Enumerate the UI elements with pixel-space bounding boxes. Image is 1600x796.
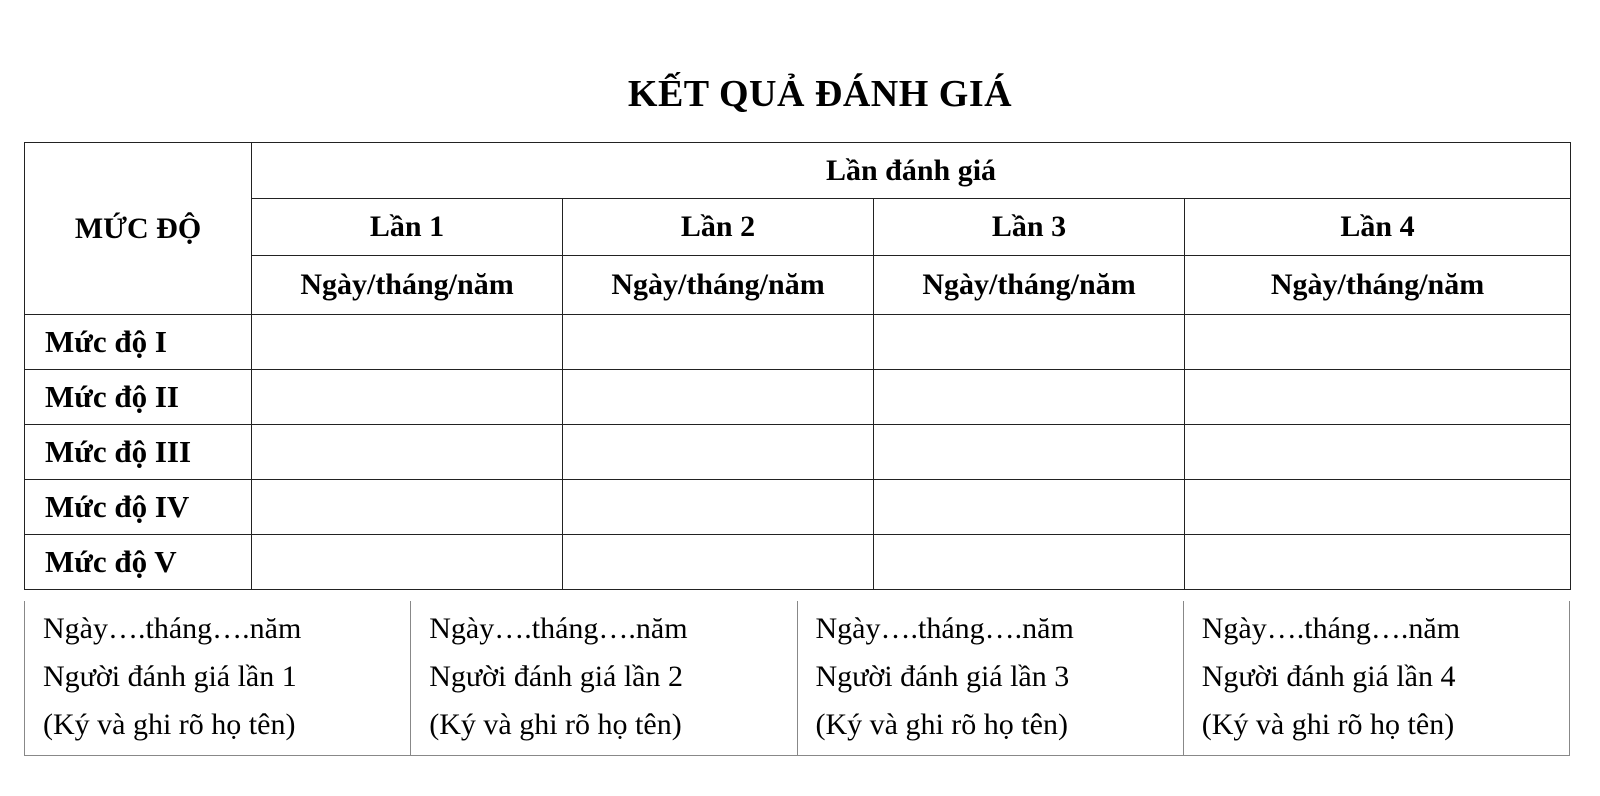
round-header: Lần 2 xyxy=(563,199,874,256)
result-cell[interactable] xyxy=(252,480,563,535)
result-cell[interactable] xyxy=(874,480,1185,535)
table-row xyxy=(25,480,1571,535)
signature-note: (Ký và ghi rõ họ tên) xyxy=(43,708,296,741)
result-cell[interactable] xyxy=(563,425,874,480)
result-cell[interactable] xyxy=(563,480,874,535)
evaluation-table xyxy=(24,142,1571,590)
result-cell[interactable] xyxy=(874,370,1185,425)
result-cell[interactable] xyxy=(1185,370,1571,425)
signature-block[interactable] xyxy=(411,601,797,756)
table-row xyxy=(25,535,1571,590)
result-cell[interactable] xyxy=(563,370,874,425)
level-column-header: MỨC ĐỘ xyxy=(25,143,252,315)
round-header: Lần 3 xyxy=(874,199,1185,256)
signature-block[interactable] xyxy=(797,601,1183,756)
signature-table xyxy=(24,601,1570,756)
round-header: Lần 1 xyxy=(252,199,563,256)
page-title: KẾT QUẢ ĐÁNH GIÁ xyxy=(627,73,1013,115)
signature-note: (Ký và ghi rõ họ tên) xyxy=(1201,708,1455,741)
signature-date: Ngày….tháng….năm xyxy=(1201,612,1461,645)
signature-note: (Ký và ghi rõ họ tên) xyxy=(815,708,1068,741)
result-cell[interactable] xyxy=(1185,425,1571,480)
signature-date: Ngày….tháng….năm xyxy=(815,612,1074,645)
signature-date: Ngày….tháng….năm xyxy=(43,612,302,645)
level-label: Mức độ IV xyxy=(25,480,252,535)
result-cell[interactable] xyxy=(252,370,563,425)
table-row xyxy=(25,370,1571,425)
result-cell[interactable] xyxy=(1185,315,1571,370)
level-label: Mức độ I xyxy=(25,315,252,370)
signature-note: (Ký và ghi rõ họ tên) xyxy=(429,708,682,741)
round-header: Lần 4 xyxy=(1185,199,1571,256)
signature-evaluator: Người đánh giá lần 1 xyxy=(43,660,297,693)
result-cell[interactable] xyxy=(874,315,1185,370)
level-label: Mức độ V xyxy=(25,535,252,590)
signature-date: Ngày….tháng….năm xyxy=(429,612,688,645)
round-date-header: Ngày/tháng/năm xyxy=(252,256,563,315)
result-cell[interactable] xyxy=(252,425,563,480)
table-row xyxy=(25,425,1571,480)
result-cell[interactable] xyxy=(252,535,563,590)
signature-block[interactable] xyxy=(25,601,411,756)
result-cell[interactable] xyxy=(1185,480,1571,535)
table-row xyxy=(25,315,1571,370)
round-date-header: Ngày/tháng/năm xyxy=(874,256,1185,315)
result-cell[interactable] xyxy=(563,535,874,590)
rounds-group-header: Lần đánh giá xyxy=(252,143,1571,199)
signature-evaluator: Người đánh giá lần 4 xyxy=(1201,660,1456,693)
signature-evaluator: Người đánh giá lần 3 xyxy=(815,660,1070,693)
result-cell[interactable] xyxy=(874,535,1185,590)
result-cell[interactable] xyxy=(252,315,563,370)
level-label: Mức độ III xyxy=(25,425,252,480)
signature-block[interactable] xyxy=(1183,601,1569,756)
signature-evaluator: Người đánh giá lần 2 xyxy=(429,660,683,693)
result-cell[interactable] xyxy=(1185,535,1571,590)
result-cell[interactable] xyxy=(874,425,1185,480)
round-date-header: Ngày/tháng/năm xyxy=(1185,256,1571,315)
level-label: Mức độ II xyxy=(25,370,252,425)
result-cell[interactable] xyxy=(563,315,874,370)
round-date-header: Ngày/tháng/năm xyxy=(563,256,874,315)
